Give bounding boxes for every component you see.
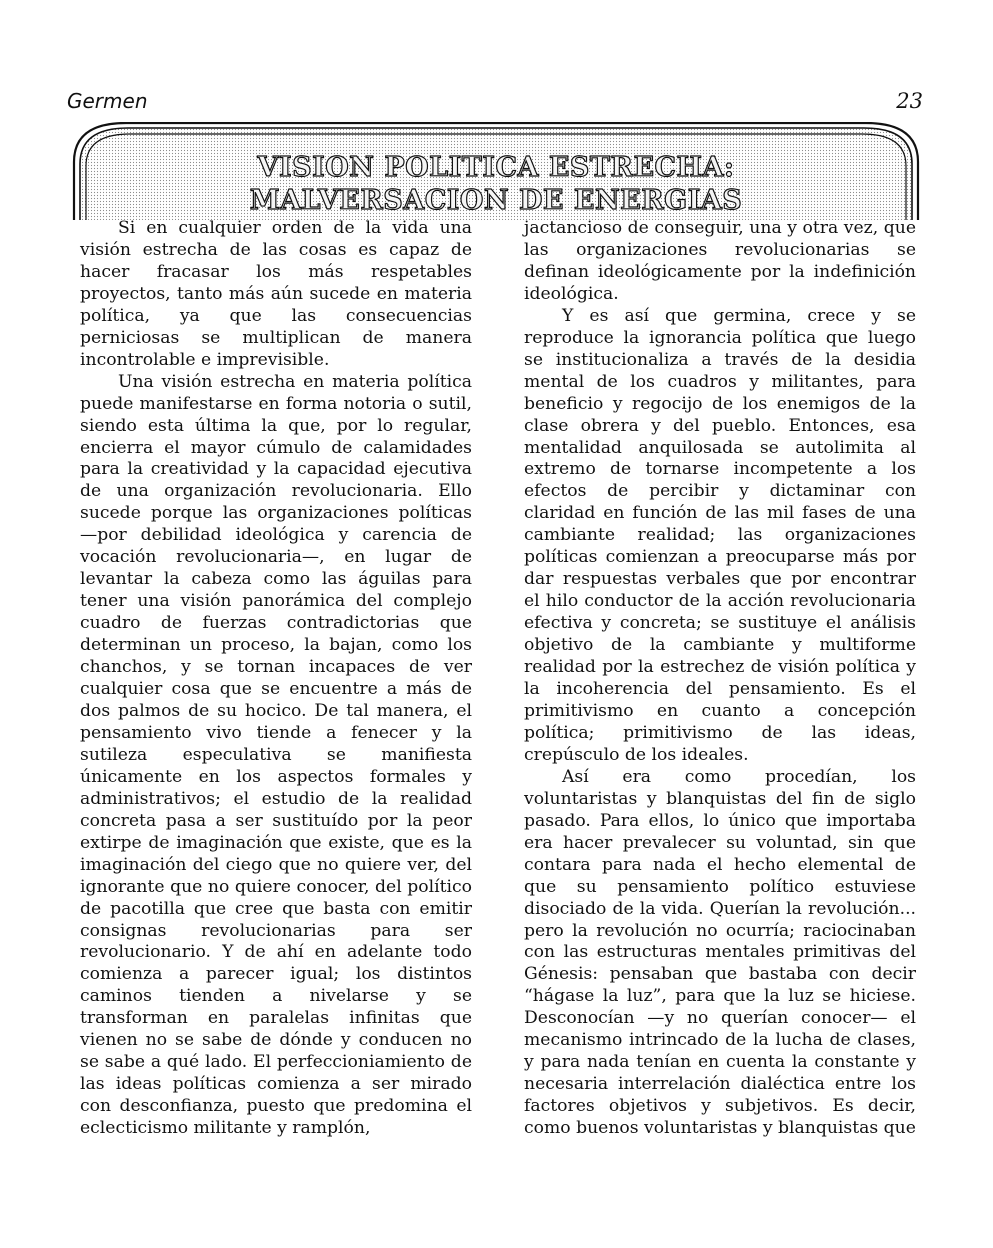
article-title-line1: VISION POLITICA ESTRECHA: — [257, 152, 735, 183]
page-number: 23 — [896, 89, 923, 113]
right-column — [524, 218, 916, 1140]
left-column — [80, 218, 472, 1140]
paragraph: Así era como procedían, los voluntaristas y blanquistas del fin de siglo pasado. Para ellos, lo único que importaba era hacer prevalecer su voluntad, sin que contara para nada el hecho elemental de que su pensamiento político estuviese disociado de la vida. Querían la revolución... pero la revolución no ocurría; raciocinaban con las estructuras mentales primitivas del Génesis: pensaban que bastaba con decir “hágase la luz”, para que la luz se hiciese. Desconocían —y no querían conocer— el mecanismo intrincado de la lucha de clases, y para nada tenían en cuenta la constante y necesaria interrelación dialéctica entre los factores objetivos y subjetivos. Es decir, como buenos voluntaristas y blanquistas que — [524, 766, 916, 1139]
paragraph: Y es así que germina, crece y se reproduce la ignorancia política que luego se institucionaliza a través de la desidia mental de los cuadros y militantes, para beneficio y regocijo de los enemigos de la clase obrera y del pueblo. Entonces, esa mentalidad anquilosada se autolimita al extremo de tornarse incompetente a los efectos de percibir y dictaminar con claridad en función de las mil fases de una cambiante realidad; las organizaciones políticas comienzan a preocuparse más por dar respuestas verbales que por encontrar el hilo conductor de la acción revolucionaria efectiva y concreta; se sustituye el análisis objetivo de la cambiante y multiforme realidad por la estrechez de visión política y la incoherencia del pensamiento. Es el primitivismo en cuanto a concepción política; primitivismo de las ideas, crepúsculo de los ideales. — [524, 305, 916, 765]
title-banner — [72, 122, 920, 220]
paragraph-continuation: jactancioso de conseguir, una y otra vez, que las organizaciones revolucionarias se definan ideológicamente por la indefinición ideológica. — [524, 218, 916, 304]
paragraph: Si en cualquier orden de la vida una visión estrecha de las cosas es capaz de hacer fracasar los más respetables proyectos, tanto más aún sucede en materia política, ya que las consecuencias perniciosas se multiplican de manera incontrolable e imprevisible. — [80, 218, 472, 370]
paragraph: Una visión estrecha en materia política puede manifestarse en forma notoria o sutil, siendo esta última la que, por lo regular, encierra el mayor cúmulo de calamidades para la creatividad y la capacidad ejecutiva de una organización revolucionaria. Ello sucede porque las organizaciones políticas —por debilidad ideológica y carencia de vocación revolucionaria—, en lugar de levantar la cabeza como las águilas para tener una visión panorámica del complejo cuadro de fuerzas contradictorias que determinan un proceso, la bajan, como los chanchos, y se tornan incapaces de ver cualquier cosa que se encuentre a más de dos palmos de su hocico. De tal manera, el pensamiento vivo tiende a fenecer y la sutileza especulativa se manifiesta únicamente en los aspectos formales y administrativos; el estudio de la realidad concreta pasa a ser sustituído por la peor extirpe de imaginación que existe, que es la imaginación del ciego que no quiere ver, del ignorante que no quiere conocer, del político de pacotilla que cree que basta con emitir consignas revolucionarias para ser revolucionario. Y de ahí en adelante todo comienza a parecer igual; los distintos caminos tienden a nivelarse y se transforman en paralelas infinitas que vienen no se sabe de dónde y conducen no se sabe a qué lado. El perfeccioniamiento de las ideas políticas comienza a ser mirado con desconfianza, puesto que predomina el eclecticismo militante y ramplón, — [80, 371, 472, 1139]
article-title-line2: MALVERSACION DE ENERGIAS — [249, 185, 743, 216]
running-head: Germen — [67, 89, 148, 113]
